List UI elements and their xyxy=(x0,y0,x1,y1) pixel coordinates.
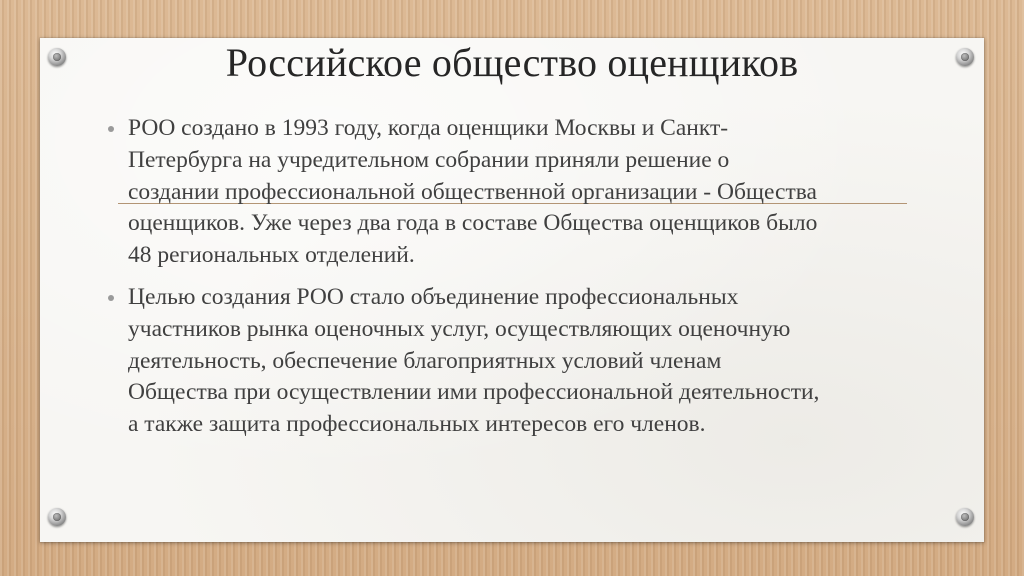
bullet-icon xyxy=(108,126,114,132)
bullet-icon xyxy=(108,295,114,301)
bullet-item xyxy=(106,282,826,441)
pushpin-icon xyxy=(48,508,66,526)
bullet-text: Целью создания РОО стало объединение профессиональных участников рынка оценочных услуг, осуществляющих оценочную деятельность, обеспечение благоприятных условий членам Общества при осуществлении ими профессиональной деятельности, а также защита профессиональных интересов его членов. xyxy=(128,283,820,438)
bullet-item xyxy=(106,113,826,272)
slide-title: Российское общество оценщиков xyxy=(225,40,799,85)
bullet-text: РОО создано в 1993 году, когда оценщики Москвы и Санкт-Петербурга на учредительном собрании приняли решение о создании профессиональной общественной организации - Общества оценщиков. Уже через два года в составе Общества оценщиков было 48 региональных отделений. xyxy=(128,115,818,269)
pushpin-icon xyxy=(956,508,974,526)
bullet-list xyxy=(106,113,826,451)
